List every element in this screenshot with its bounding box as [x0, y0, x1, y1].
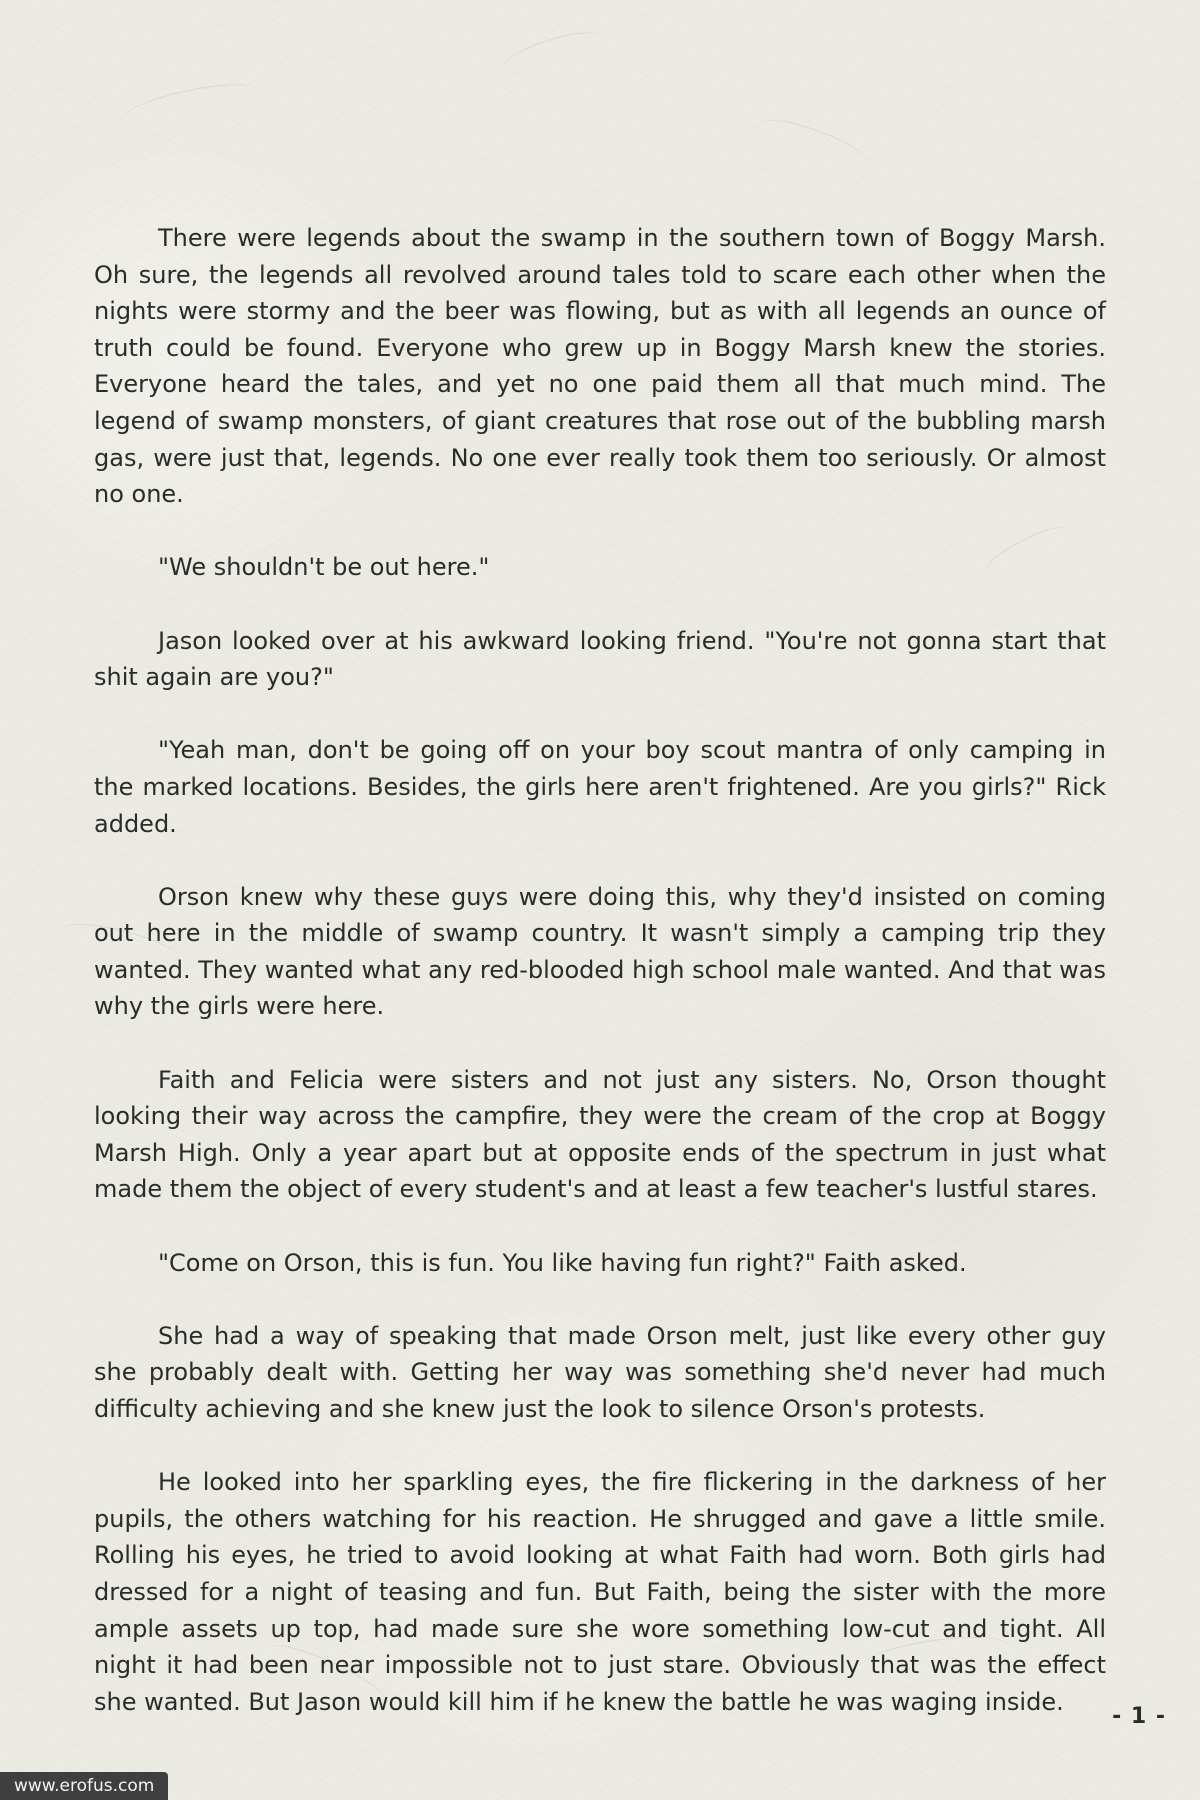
- paragraph: She had a way of speaking that made Orson melt, just like every other guy she probably dealt with. Getting her way was something she'd never had much difficulty achieving and she knew just the look to silence Orson's protests.: [94, 1321, 1106, 1423]
- site-watermark: www.erofus.com: [0, 1772, 168, 1800]
- paragraph: Jason looked over at his awkward looking friend. "You're not gonna start that shit again are you?": [94, 626, 1106, 692]
- paragraph: "Yeah man, don't be going off on your boy scout mantra of only camping in the marked locations. Besides, the girls here aren't frightened. Are you girls?" Rick added.: [94, 736, 1106, 838]
- page-number: - 1 -: [1112, 1704, 1166, 1729]
- paragraph: He looked into her sparkling eyes, the fire flickering in the darkness of her pupils, the others watching for his reaction. He shrugged and gave a little smile. Rolling his eyes, he tried to avoid looking at what Faith had worn. Both girls had dressed for a night of teasing and fun. But Faith, being the sister with the more ample assets up top, had made sure she wore something low-cut and tight. All night it had been near impossible not to just stare. Obviously that was the effect she wanted. But Jason would kill him if he knew the battle he was waging inside.: [94, 1468, 1106, 1716]
- paragraph: There were legends about the swamp in the southern town of Boggy Marsh. Oh sure, the legends all revolved around tales told to scare each other when the nights were stormy and the beer was flowing, but as with all legends an ounce of truth could be found. Everyone who grew up in Boggy Marsh knew the stories. Everyone heard the tales, and yet no one paid them all that much mind. The legend of swamp monsters, of giant creatures that rose out of the bubbling marsh gas, were just that, legends. No one ever really took them too seriously. Or almost no one.: [94, 224, 1106, 509]
- paragraph: Orson knew why these guys were doing this, why they'd insisted on coming out here in the middle of swamp country. It wasn't simply a camping trip they wanted. They wanted what any red-blooded high school male wanted. And that was why the girls were here.: [94, 882, 1106, 1021]
- story-text: [94, 220, 1106, 1757]
- paper-fiber: [499, 25, 601, 78]
- paragraph: "We shouldn't be out here.": [158, 553, 490, 582]
- paper-fiber: [118, 76, 261, 135]
- paper-fiber: [759, 112, 871, 173]
- paragraph: Faith and Felicia were sisters and not just any sisters. No, Orson thought looking their way across the campfire, they were the cream of the crop at Boggy Marsh High. Only a year apart but at opposite ends of the spectrum in just what made them the object of every student's and at least a few teacher's lustful stares.: [94, 1065, 1106, 1204]
- paragraph: "Come on Orson, this is fun. You like having fun right?" Faith asked.: [158, 1248, 967, 1277]
